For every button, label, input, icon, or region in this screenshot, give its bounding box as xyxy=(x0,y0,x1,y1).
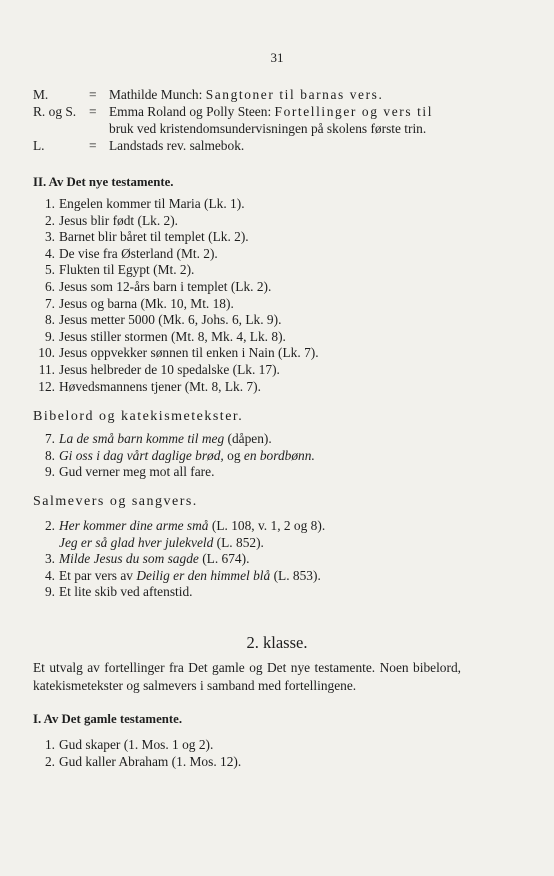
section-heading-ot: I. Av Det gamle testamente. xyxy=(33,712,183,726)
item-italic-title: Gi oss i dag vårt daglige brød, xyxy=(59,447,224,463)
item-number: 1. xyxy=(44,196,55,211)
abbreviation-title: Fortellinger og vers til xyxy=(274,104,434,119)
nt-story-list xyxy=(33,196,319,395)
item-prefix: Et par vers av xyxy=(59,567,137,583)
item-text: Jesus helbreder de 10 spedalske (Lk. 17). xyxy=(59,361,280,377)
item-suffix: Gud verner meg mot all fare. xyxy=(59,464,215,480)
list-item xyxy=(33,312,319,329)
item-number: 5. xyxy=(44,262,55,278)
item-suffix: Et lite skib ved aftenstid. xyxy=(59,584,193,600)
item-text: Gud skaper (1. Mos. 1 og 2). xyxy=(59,737,214,752)
item-suffix: (L. 853). xyxy=(270,567,321,583)
item-text: Jesus stiller stormen (Mt. 8, Mk. 4, Lk. 8). xyxy=(59,328,286,344)
abbreviation-value xyxy=(109,103,473,120)
item-text xyxy=(59,568,325,585)
subheading-salmevers: Salmevers og sangvers. xyxy=(33,494,198,509)
abbreviation-row xyxy=(33,120,473,137)
item-text: De vise fra Østerland (Mt. 2). xyxy=(59,245,218,261)
item-italic-title: Deilig er den himmel blå xyxy=(136,567,271,583)
list-item xyxy=(33,584,325,601)
item-text xyxy=(59,431,315,448)
class-title: 2. klasse. xyxy=(246,633,308,652)
item-number: 6. xyxy=(44,278,55,294)
list-item xyxy=(33,551,325,568)
item-number: 2. xyxy=(44,753,55,769)
item-text xyxy=(59,535,325,552)
list-item xyxy=(33,196,319,213)
list-item xyxy=(33,362,319,379)
page-number: 31 xyxy=(270,50,284,65)
item-text: Jesus metter 5000 (Mk. 6, Johs. 6, Lk. 9). xyxy=(59,312,282,328)
list-item xyxy=(33,345,319,362)
list-item xyxy=(33,229,319,246)
item-text: Flukten til Egypt (Mt. 2). xyxy=(59,262,195,278)
abbreviation-value xyxy=(109,86,473,103)
item-number xyxy=(33,535,55,552)
bibelord-list xyxy=(33,431,315,481)
item-text: Gud kaller Abraham (1. Mos. 12). xyxy=(59,753,242,769)
item-number: 2. xyxy=(44,518,55,533)
item-italic-title: Milde Jesus du som sagde xyxy=(59,551,199,567)
equals-sign: = xyxy=(89,104,97,119)
item-text xyxy=(59,584,325,601)
list-item xyxy=(33,431,315,448)
item-text xyxy=(59,551,325,568)
abbreviation-name: Landstads rev. salmebok. xyxy=(109,138,245,153)
list-item xyxy=(33,518,325,535)
item-number: 3. xyxy=(44,551,55,567)
list-item xyxy=(33,754,241,771)
item-number: 9. xyxy=(44,464,55,480)
item-number: 2. xyxy=(44,212,55,228)
equals-sign: = xyxy=(89,87,97,102)
item-suffix: (L. 108, v. 1, 2 og 8). xyxy=(208,518,326,533)
class-intro: Et utvalg av fortellinger fra Det gamle og Det nye testamente. Noen bibelord, katekismetekster og salmevers i samband med fortellingene. xyxy=(33,660,461,693)
list-item xyxy=(33,535,325,552)
abbreviation-row xyxy=(33,103,473,120)
list-item xyxy=(33,448,315,465)
item-number: 9. xyxy=(44,584,55,600)
item-text xyxy=(59,448,315,465)
item-italic-title: La de små barn komme til meg xyxy=(59,431,225,446)
abbreviation-row xyxy=(33,86,473,103)
item-number: 1. xyxy=(44,737,55,752)
salmevers-list xyxy=(33,518,325,601)
item-text: Jesus og barna (Mk. 10, Mt. 18). xyxy=(59,295,234,311)
item-number: 11. xyxy=(38,361,55,377)
item-number: 7. xyxy=(44,295,55,311)
item-text xyxy=(59,518,325,535)
item-number: 4. xyxy=(44,567,55,583)
list-item xyxy=(33,464,315,481)
item-number: 3. xyxy=(44,229,55,245)
item-number: 8. xyxy=(44,447,55,463)
subheading-bibelord: Bibelord og katekismetekster. xyxy=(33,409,244,424)
item-text: Høvedsmannens tjener (Mt. 8, Lk. 7). xyxy=(59,378,261,394)
item-text: Jesus som 12-års barn i templet (Lk. 2). xyxy=(59,278,272,294)
abbreviation-key: M. xyxy=(33,87,49,102)
item-suffix: (L. 852). xyxy=(213,534,264,550)
list-item xyxy=(33,568,325,585)
abbreviation-key: L. xyxy=(33,138,45,153)
abbreviation-key: R. og S. xyxy=(33,104,77,119)
list-item xyxy=(33,213,319,230)
item-number: 4. xyxy=(44,245,55,261)
abbreviation-title: Sangtoner til barnas vers. xyxy=(205,87,384,102)
item-suffix: (dåpen). xyxy=(224,431,272,446)
abbreviation-row xyxy=(33,137,473,154)
item-connector: og xyxy=(223,447,244,463)
list-item xyxy=(33,737,241,754)
list-item xyxy=(33,329,319,346)
list-item xyxy=(33,262,319,279)
item-text: Barnet blir båret til templet (Lk. 2). xyxy=(59,229,249,245)
abbreviation-list xyxy=(33,86,473,154)
item-number: 10. xyxy=(38,345,55,361)
abbreviation-name: Emma Roland og Polly Steen: xyxy=(109,104,272,119)
abbreviation-continuation: bruk ved kristendomsundervisningen på skolens første trin. xyxy=(109,121,427,136)
list-item xyxy=(33,279,319,296)
list-item xyxy=(33,379,319,396)
abbreviation-name: Mathilde Munch: xyxy=(109,87,203,102)
item-number: 12. xyxy=(38,378,55,394)
list-item xyxy=(33,296,319,313)
item-number: 9. xyxy=(44,328,55,344)
ot-story-list xyxy=(33,737,241,770)
item-text: Engelen kommer til Maria (Lk. 1). xyxy=(59,196,245,211)
item-text xyxy=(59,464,315,481)
item-italic-title: en bordbønn. xyxy=(243,447,315,463)
item-number: 7. xyxy=(44,431,55,446)
item-text: Jesus oppvekker sønnen til enken i Nain (Lk. 7). xyxy=(59,345,319,361)
list-item xyxy=(33,246,319,263)
item-italic-title: Jeg er så glad hver julekveld xyxy=(59,534,214,550)
equals-sign: = xyxy=(89,138,97,153)
item-italic-title: Her kommer dine arme små xyxy=(59,518,209,533)
section-heading-nt: II. Av Det nye testamente. xyxy=(33,175,174,189)
item-number: 8. xyxy=(44,312,55,328)
item-suffix: (L. 674). xyxy=(198,551,250,567)
item-text: Jesus blir født (Lk. 2). xyxy=(59,212,179,228)
